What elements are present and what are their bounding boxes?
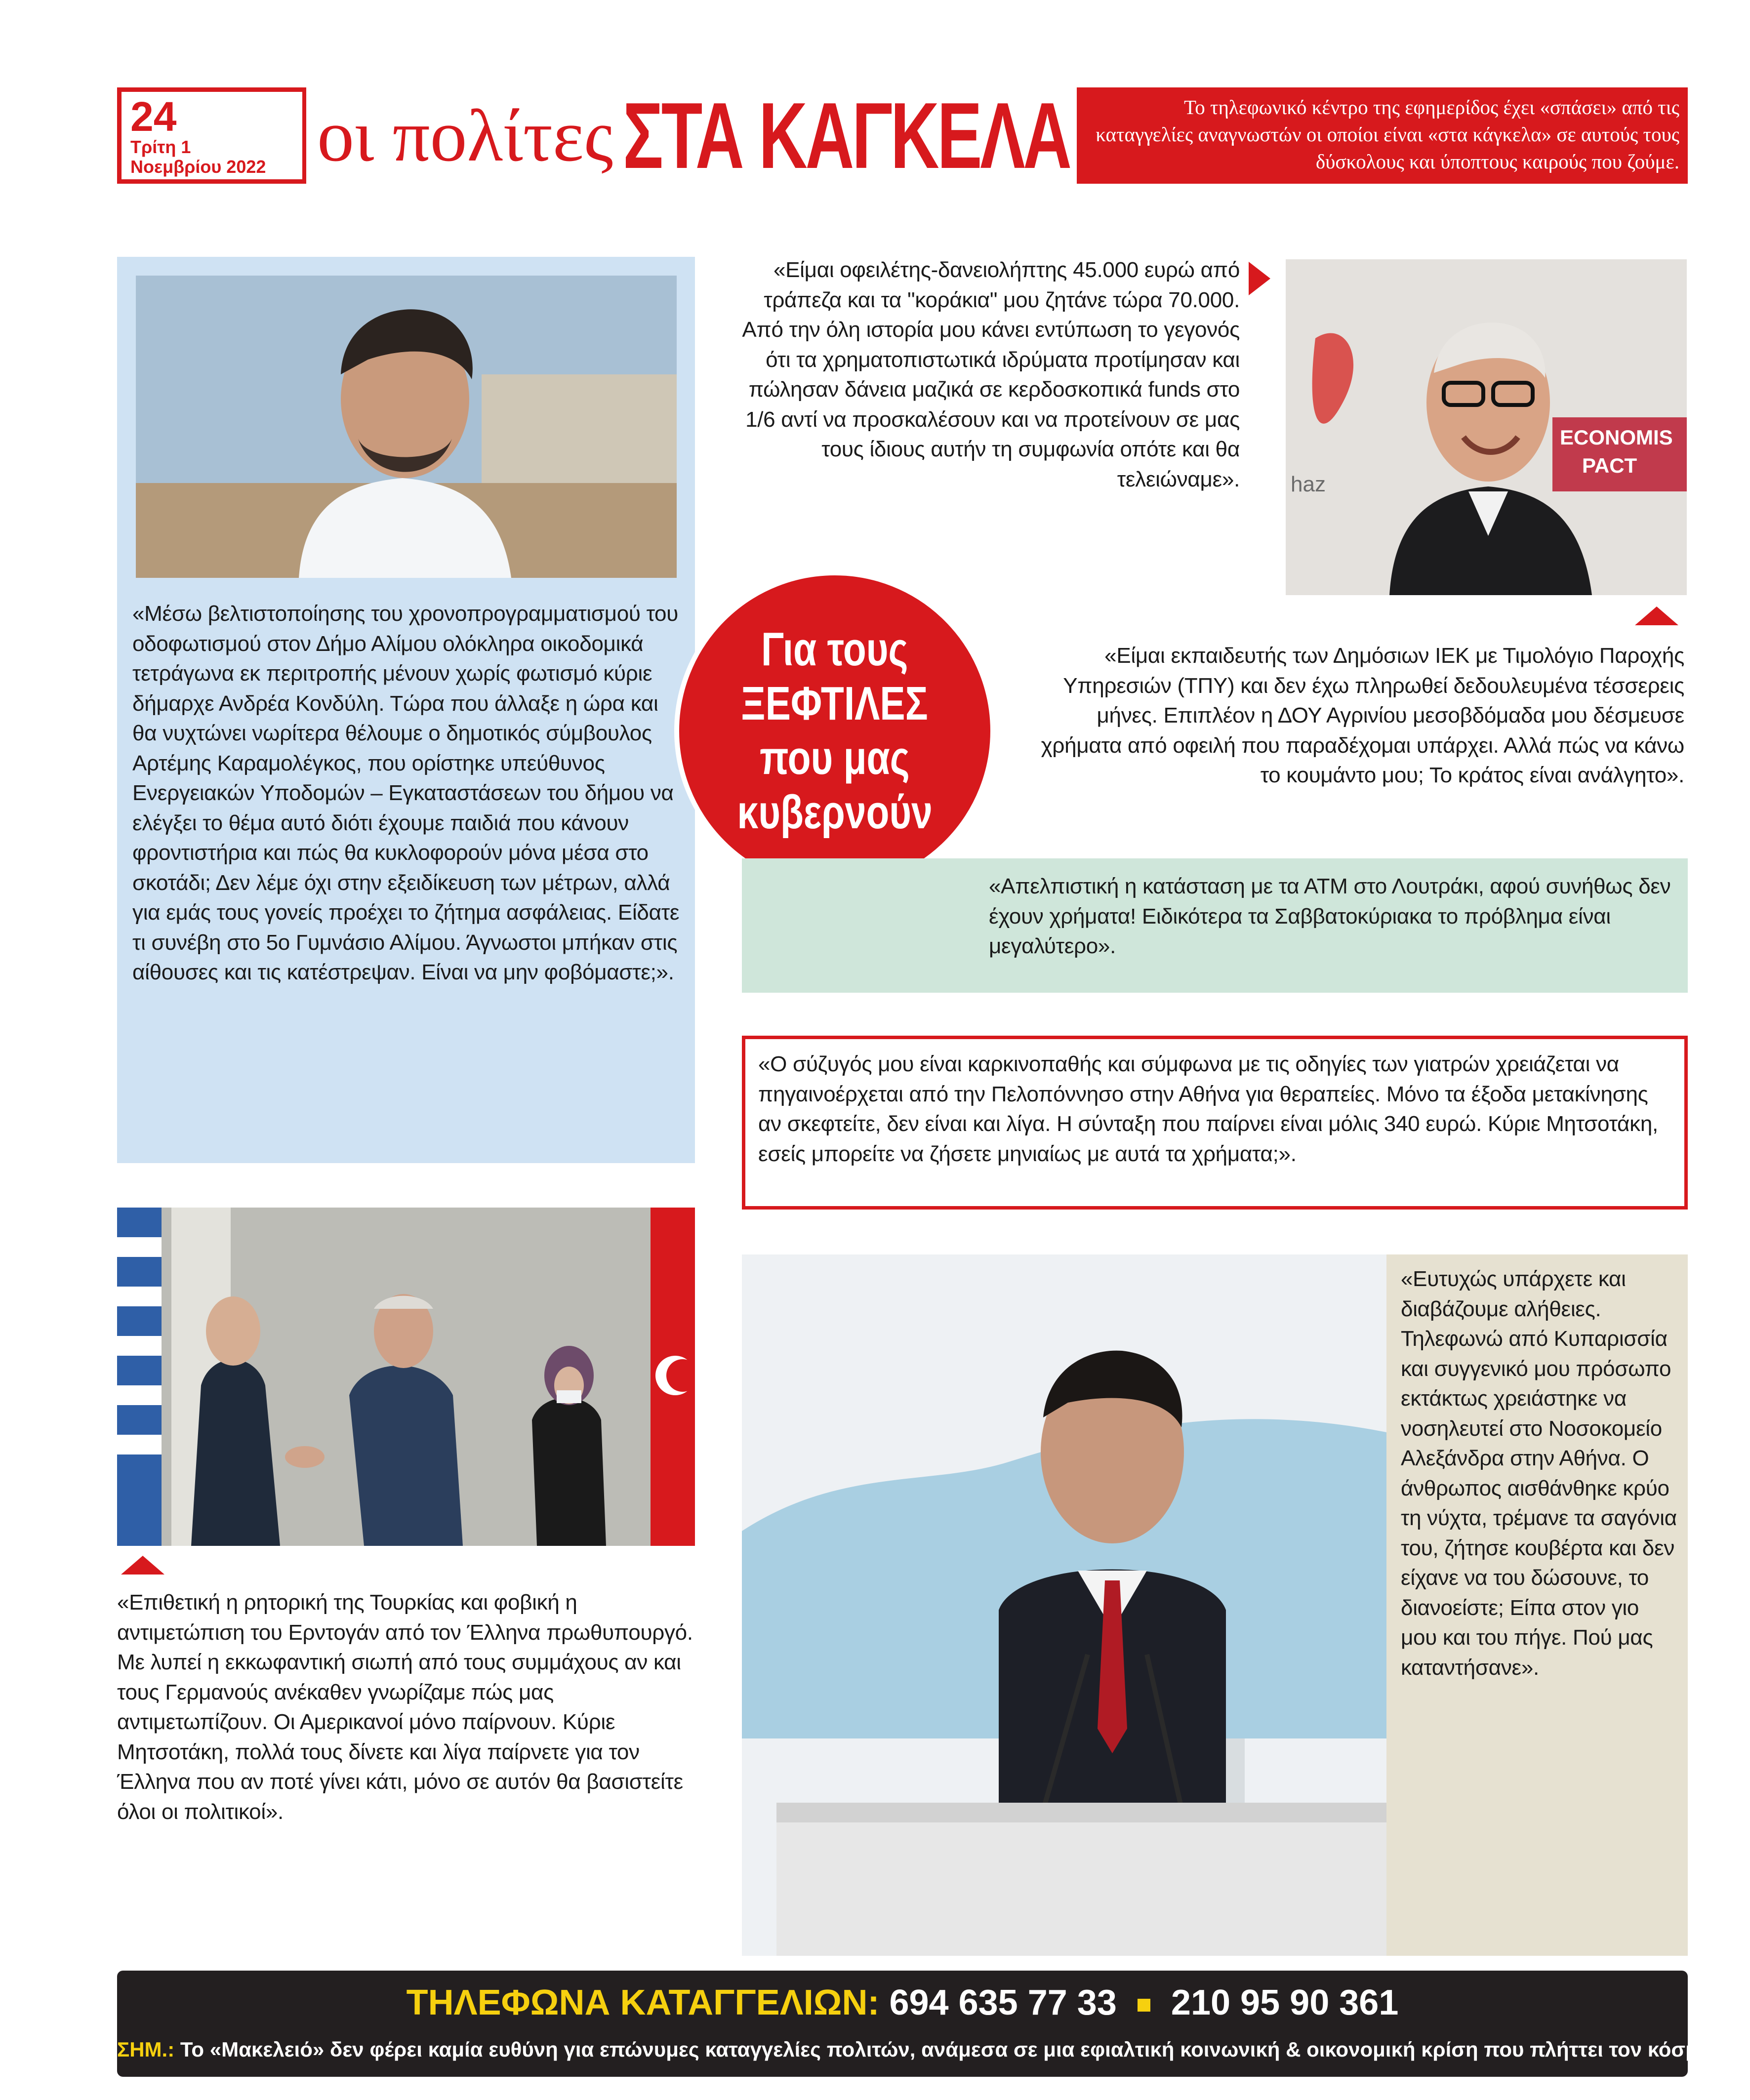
letter-loans: «Είμαι οφειλέτης-δανειολήπτης 45.000 ευρώ από τράπεζα και τα "κοράκια" μου ζητάνε τώρα 70.000. Από την όλη ιστορία μου κάνει εντύπωση το γεγονός ότι τα χρηματοπιστωτικά ιδρύματα προτίμησαν και πώλησαν δάνεια μαζικά σε κερδοσκοπικά funds στο 1/6 αντί να προσκαλέσουν και να προτείνουν σε μας τους ίδιους αυτήν τη συμφωνία οπότε και θα τελειώναμε». (742, 258, 1240, 491)
note-text: Το «Μακελειό» δεν φέρει καμία ευθύνη για επώνυμες καταγγελίες πολιτών, ανάμεσα σε μια εφιαλτική κοινωνική & οικονομική κρίση που πλήττει τον κόσμο. (180, 2038, 1717, 2061)
separator-square-icon (1138, 1999, 1150, 2012)
headline-circle (674, 570, 995, 891)
letter-cancer: «Ο σύζυγός μου είναι καρκινοπαθής και σύμφωνα με τις οδηγίες των γιατρών χρειάζεται να πηγαινοέρχεται από την Πελοπόννησο στην Αθήνα για θεραπείες. Μόνο τα έξοδα μετακίνησης αν σκεφτείτε, δεν είναι και λίγα. Η σύνταξη που παίρνει είναι μόλις 340 ευρώ. Κύριε Μητσοτάκη, εσείς μπορείτε να ζήσετε μηνιαίως με αυτά τα χρήματα;». (758, 1052, 1658, 1166)
photo-stournaras (1286, 259, 1687, 595)
page-number: 24 (130, 93, 177, 140)
backdrop-text-2: PACT (1582, 454, 1637, 477)
speaker-illustration (742, 1254, 1386, 1956)
arrow-up-icon (121, 1556, 164, 1575)
headline-line-3: που μας (760, 731, 910, 784)
backdrop-text-1: ECONOMIS (1560, 426, 1673, 449)
portrait-illustration (1286, 259, 1687, 595)
note-label: ΣΗΜ.: (117, 2038, 175, 2061)
disclaimer-note (117, 2034, 1717, 2068)
page-title (306, 83, 1077, 188)
photo-plevris (742, 1254, 1386, 1956)
page-title-bold: ΣΤΑ ΚΑΓΚΕΛΑ (623, 83, 1070, 188)
letter-hospital: «Ευτυχώς υπάρχετε και διαβάζουμε αλήθειες. Τηλεφωνώ από Κυπαρισσία και συγγενικό μου πρόσωπο εκτάκτως χρειάστηκε να νοσηλευτεί στο Νοσοκομείο Αλεξάνδρα στην Αθήνα. Ο άνθρωπος αισθάνθηκε κρύο τη νύχτα, τρέμανε τα σαγόνια του, ζήτησε κουβέρτα και δεν είχανε να του δώσουνε, το διανοείστε; Είπα στον γιο μου και του πήγε. Πού μας καταντήσανε». (1401, 1267, 1677, 1680)
letter-turkey: «Επιθετική η ρητορική της Τουρκίας και φοβική η αντιμετώπιση του Ερντογάν από τον Έλληνα πρωθυπουργό. Με λυπεί η εκκωφαντική σιωπή από τους συμμάχους αν και τους Γερμανούς ανέκαθεν γνωρίζαμε πώς μας αντιμετωπίζουν. Οι Αμερικανοί μόνο παίρνουν. Κύριε Μητσοτάκη, πολλά τους δίνετε και λίγα παίρνετε για τον Έλληνα που αν ποτέ γίνει κάτι, μόνο σε αυτόν θα βασιστείτε όλοι οι πολιτικοί». (117, 1590, 693, 1824)
complaint-phones (117, 1978, 1688, 2032)
portrait-illustration (136, 276, 677, 578)
header-description: Το τηλεφωνικό κέντρο της εφημερίδος έχει «σπάσει» από τις καταγγελίες αναγνωστών οι οποίοι είναι «στα κάγκελα» σε αυτούς τους δύσκολους και ύποπτους καιρούς που ζούμε. (1096, 96, 1679, 173)
backdrop-text-3: haz (1291, 472, 1326, 496)
letter-kondylis: «Μέσω βελτιστοποίησης του χρονοπρογραμματισμού του οδοφωτισμού στον Δήμο Αλίμου ολόκληρα οικοδομικά τετράγωνα εκ περιτροπής μένουν χωρίς φωτισμό κύριε δήμαρχε Ανδρέα Κονδύλη. Τώρα που άλλαξε η ώρα και θα νυχτώνει νωρίτερα θέλουμε ο δημοτικός σύμβουλος Αρτέμης Καραμολέγκος, που ορίστηκε υπεύθυνος Ενεργειακών Υποδομών – Εγκαταστάσεων του δήμου να ελέγξει το θέμα αυτό διότι έχουμε παιδιά που κάνουν φροντιστήρια και πώς θα κυκλοφορούν μόνα μέσα στο σκοτάδι; Δεν λέμε όχι στην εξειδίκευση των μέτρων, αλλά για εμάς τους γονείς προέχει το ζήτημα ασφάλειας. Είδατε τι συνέβη στο 5ο Γυμνάσιο Αλίμου. Άγνωστοι μπήκαν στις αίθουσες και τις κατέστρεψαν. Είναι να μην φοβόμαστε;». (132, 602, 680, 984)
handshake-illustration (117, 1208, 695, 1546)
phone-number-1[interactable]: 694 635 77 33 (889, 1983, 1117, 2022)
issue-date: Νοεμβρίου 2022 (130, 157, 266, 177)
arrow-up-icon (1635, 606, 1678, 625)
headline-line-2: ΞΕΦΤΙΛΕΣ (741, 677, 929, 730)
arrow-right-icon (1249, 262, 1270, 295)
letter-atm: «Απελπιστική η κατάσταση με τα ΑΤΜ στο Λουτράκι, αφού συνήθως δεν έχουν χρήματα! Ειδικότερα τα Σαββατοκύριακα το πρόβλημα είναι μεγαλύτερο». (989, 874, 1671, 958)
date-box (117, 87, 302, 184)
headline-line-1: Για τους (761, 623, 908, 676)
phone-number-2[interactable]: 210 95 90 361 (1171, 1983, 1399, 2022)
phones-label: ΤΗΛΕΦΩΝΑ ΚΑΤΑΓΓΕΛΙΩΝ: (406, 1983, 880, 2022)
issue-day: Τρίτη 1 (130, 137, 191, 157)
page-title-light: οι πολίτες (317, 94, 613, 177)
letter-iek: «Είμαι εκπαιδευτής των Δημόσιων ΙΕΚ με Τιμολόγιο Παροχής Υπηρεσιών (ΤΠΥ) και δεν έχω πληρωθεί δεδουλευμένα τέσσερεις μήνες. Επιπλέον η ΔΟΥ Αγρινίου μεσοβδόμαδα μου δέσμευσε χρήματα από οφειλή που παραδέχομαι υπάρχει. Αλλά πώς να κάνω το κουμάντο μου; Το κράτος είναι ανάλγητο». (1041, 644, 1684, 787)
photo-kondylis (136, 276, 677, 578)
photo-mitsotakis-erdogan (117, 1208, 695, 1546)
headline-line-4: κυβερνούν (737, 786, 933, 839)
